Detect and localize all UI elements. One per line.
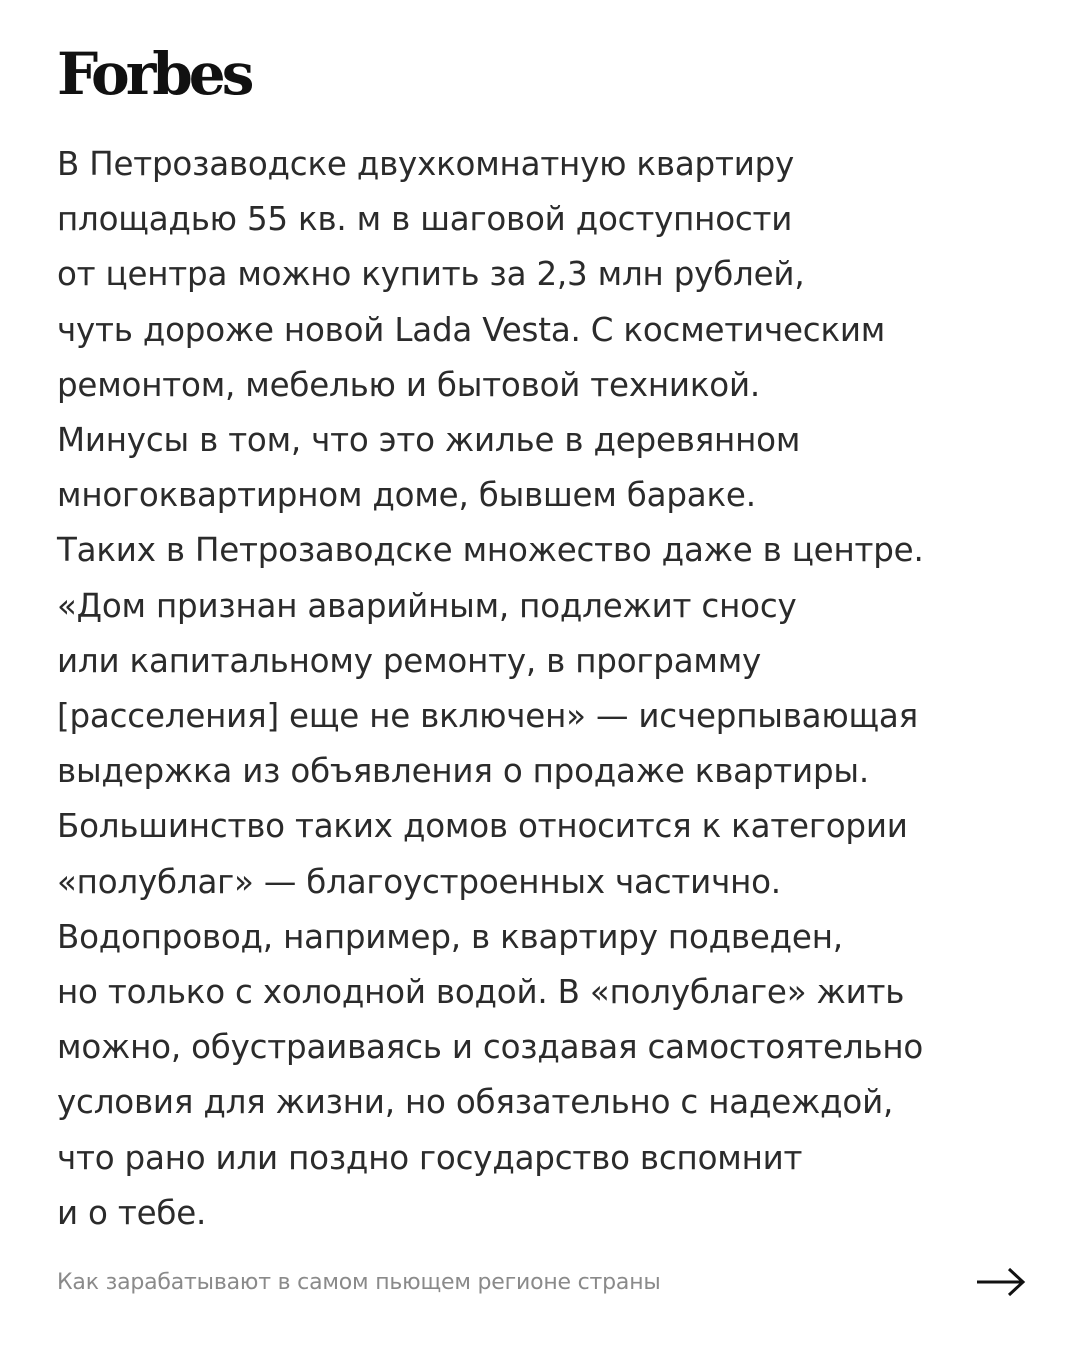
article-line: Таких в Петрозаводске множество даже в центре. xyxy=(57,531,924,570)
article-body xyxy=(57,137,1057,1241)
article-line: В Петрозаводске двухкомнатную квартиру xyxy=(57,145,795,183)
next-article-bar[interactable] xyxy=(57,1262,1027,1306)
arrow-right-icon[interactable] xyxy=(975,1264,1027,1300)
article-line: ремонтом, мебелью и бытовой техникой. xyxy=(57,365,760,404)
article-line: что рано или поздно государство вспомнит xyxy=(57,1138,803,1177)
article-line: Водопровод, например, в квартиру подведен, xyxy=(57,917,843,956)
article-line: но только с холодной водой. В «полублаге» жить xyxy=(57,973,905,1012)
article-line: выдержка из объявления о продаже квартиры. xyxy=(57,752,869,791)
article-line: от центра можно купить за 2,3 млн рублей, xyxy=(57,255,805,294)
next-article-link[interactable]: Как зарабатывают в самом пьющем регионе страны xyxy=(57,1270,661,1295)
article-line: условия для жизни, но обязательно с надеждой, xyxy=(57,1083,894,1122)
article-line: или капитальному ремонту, в программу xyxy=(57,641,762,680)
article-line: [расселения] еще не включен» — исчерпывающая xyxy=(57,697,919,736)
article-line: площадью 55 кв. м в шаговой доступности xyxy=(57,200,793,239)
article-line: чуть дороже новой Lada Vesta. С косметическим xyxy=(57,310,886,349)
article-line: Минусы в том, что это жилье в деревянном xyxy=(57,421,801,460)
forbes-logo: Forbes xyxy=(57,40,251,108)
article-line: Большинство таких домов относится к категории xyxy=(57,807,908,846)
article-line: «полублаг» — благоустроенных частично. xyxy=(57,862,781,901)
article-line: и о тебе. xyxy=(57,1193,207,1232)
article-line: «Дом признан аварийным, подлежит сносу xyxy=(57,586,797,625)
article-line: многоквартирном доме, бывшем бараке. xyxy=(57,476,756,515)
article-line: можно, обустраиваясь и создавая самостоятельно xyxy=(57,1028,924,1067)
